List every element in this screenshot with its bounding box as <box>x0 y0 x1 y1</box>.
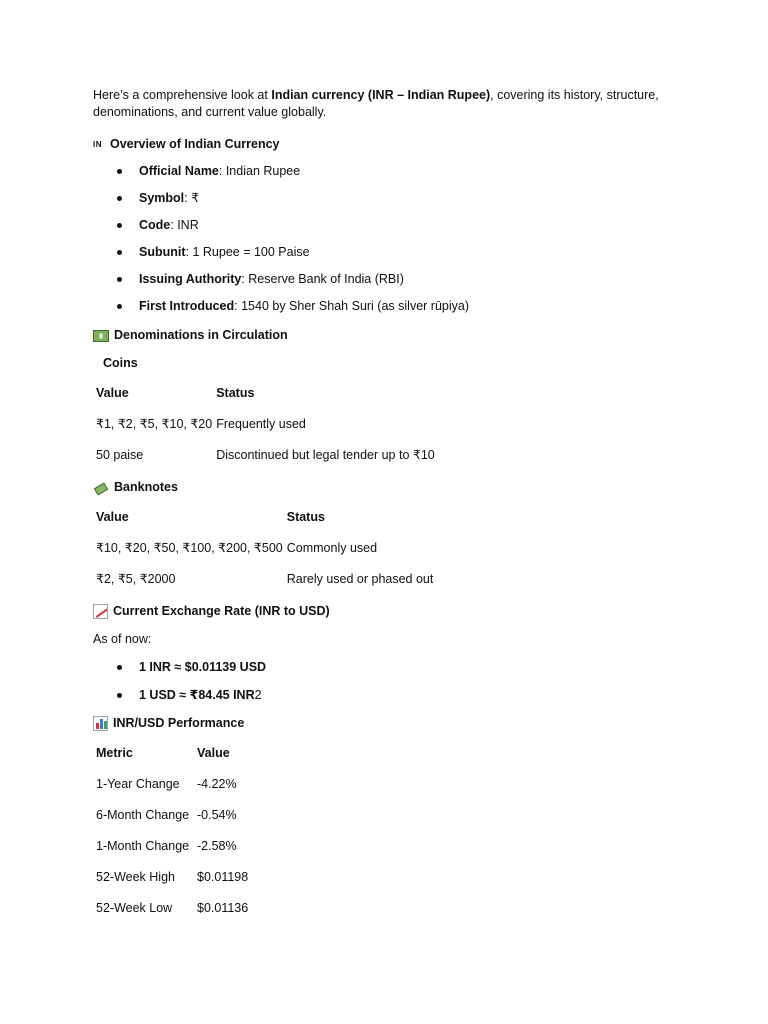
banknotes-table <box>94 509 435 602</box>
list-item <box>93 659 683 687</box>
item-label: Subunit <box>139 245 186 259</box>
item-value: : Reserve Bank of India (RBI) <box>241 272 404 286</box>
coins-subheading: Coins <box>103 356 138 370</box>
banknotes-title: Banknotes <box>114 480 178 494</box>
header-cell: Value <box>197 746 230 760</box>
table-cell: Discontinued but legal tender up to ₹10 <box>216 448 435 462</box>
performance-heading <box>93 715 683 732</box>
table-cell: -0.54% <box>197 808 237 822</box>
table-header-row <box>94 385 437 416</box>
item-value: : ₹ <box>184 191 200 205</box>
item-label: Official Name <box>139 164 219 178</box>
table-cell: 1-Month Change <box>96 839 190 853</box>
item-label: Issuing Authority <box>139 272 242 286</box>
item-value: : INR <box>170 218 199 232</box>
bar-chart-icon <box>93 716 108 731</box>
table-header-row <box>94 745 250 776</box>
list-item <box>93 190 683 217</box>
money-with-wings-icon <box>93 481 109 495</box>
table-cell: ₹1, ₹2, ₹5, ₹10, ₹20 <box>96 417 213 431</box>
rate-suffix: 2 <box>254 688 262 702</box>
header-cell: Value <box>96 510 129 524</box>
overview-heading <box>93 136 683 153</box>
table-cell: 52-Week Low <box>96 901 173 915</box>
table-row <box>94 838 250 869</box>
item-label: Symbol <box>139 191 185 205</box>
table-row <box>94 571 435 602</box>
table-cell: Rarely used or phased out <box>286 572 434 586</box>
overview-list <box>93 163 683 325</box>
item-label: Code <box>139 218 171 232</box>
chart-increasing-icon <box>93 604 108 619</box>
exchange-title: Current Exchange Rate (INR to USD) <box>113 604 330 618</box>
table-cell: 1-Year Change <box>96 777 180 791</box>
rate-value: 1 INR ≈ $0.01139 USD <box>139 660 267 674</box>
money-icon <box>93 330 109 342</box>
list-item <box>93 217 683 244</box>
intro-bold: Indian currency (INR – Indian Rupee) <box>271 88 491 102</box>
list-item <box>93 298 683 325</box>
overview-title: Overview of Indian Currency <box>110 137 280 151</box>
performance-table <box>94 745 250 931</box>
header-cell: Value <box>96 386 129 400</box>
table-row <box>94 416 437 447</box>
table-cell: -4.22% <box>197 777 237 791</box>
table-row <box>94 776 250 807</box>
table-row <box>94 869 250 900</box>
header-cell: Status <box>286 510 325 524</box>
table-cell: Commonly used <box>286 541 378 555</box>
exchange-heading <box>93 603 683 620</box>
list-item <box>93 244 683 271</box>
table-cell: 52-Week High <box>96 870 175 884</box>
denominations-heading <box>93 327 683 344</box>
rate-value: 1 USD ≈ ₹84.45 INR <box>139 688 255 702</box>
banknotes-heading <box>93 479 683 496</box>
table-row <box>94 447 437 478</box>
intro-prefix: Here’s a comprehensive look at <box>93 88 272 102</box>
exchange-list <box>93 659 683 715</box>
table-cell: $0.01198 <box>197 870 249 884</box>
item-value: : Indian Rupee <box>218 164 301 178</box>
list-item <box>93 163 683 190</box>
table-cell: ₹2, ₹5, ₹2000 <box>96 572 176 586</box>
intro-paragraph <box>93 87 683 121</box>
intro-suffix: , covering its history, structure, denominations, and current value globally. <box>93 88 659 119</box>
item-label: First Introduced <box>139 299 235 313</box>
table-header-row <box>94 509 435 540</box>
table-row <box>94 900 250 931</box>
item-value: : 1 Rupee = 100 Paise <box>185 245 310 259</box>
performance-title: INR/USD Performance <box>113 716 245 730</box>
coins-table <box>94 385 437 478</box>
as-of-text: As of now: <box>93 632 152 646</box>
table-cell: 6-Month Change <box>96 808 190 822</box>
list-item <box>93 271 683 298</box>
table-cell: -2.58% <box>197 839 237 853</box>
table-row <box>94 540 435 571</box>
denominations-title: Denominations in Circulation <box>114 328 288 342</box>
table-cell: Frequently used <box>216 417 306 431</box>
document-page <box>93 87 683 931</box>
table-cell: ₹10, ₹20, ₹50, ₹100, ₹200, ₹500 <box>96 541 283 555</box>
list-item <box>93 687 683 715</box>
table-row <box>94 807 250 838</box>
table-cell: $0.01136 <box>197 901 249 915</box>
india-flag-icon: IN <box>93 140 102 149</box>
table-cell: 50 paise <box>96 448 144 462</box>
header-cell: Status <box>216 386 255 400</box>
item-value: : 1540 by Sher Shah Suri (as silver rūpiya) <box>234 299 469 313</box>
header-cell: Metric <box>96 746 133 760</box>
